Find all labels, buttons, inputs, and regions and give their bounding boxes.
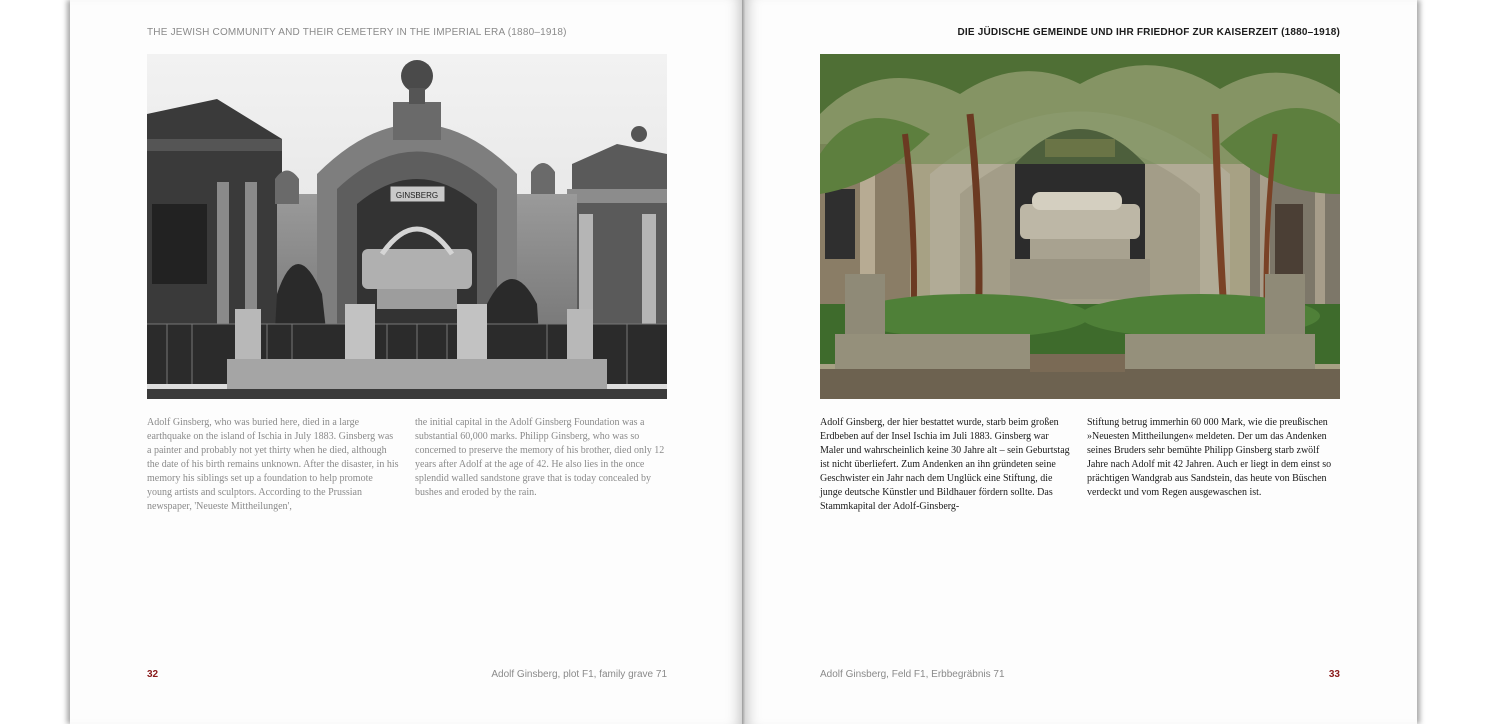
text-column-2: Stiftung betrug immerhin 60 000 Mark, wie die preußischen »Neuesten Mittheilungen« meldeten. Der um das Andenken seines Bruders sehr bemühte Philipp Ginsberg starb zwölf Jahre nach Adolf mit 42 Jahren. Auch er liegt in dem einst so prächtigen Wandgrab aus Sandstein, das heute von Büschen verdeckt und vom Regen ausgewaschen ist. — [1087, 417, 1332, 498]
page-number: 32 — [147, 669, 159, 680]
photo-caption: Adolf Ginsberg, plot F1, family grave 71 — [491, 669, 667, 680]
text-column-2: the initial capital in the Adolf Ginsberg Foundation was a substantial 60,000 marks. Philipp Ginsberg, who was so concerned to preserve the memory of his brother, died only 12 years after Adolf at the age of 42. He also lies in the once splendid walled sandstone grave that is today concealed by bushes and eroded by the rain. — [415, 417, 665, 498]
photo-sign-text: GINSBERG — [395, 191, 439, 200]
grave-photo-bw — [147, 54, 667, 399]
text-column-1: Adolf Ginsberg, der hier bestattet wurde, starb beim großen Erdbeben auf der Insel Ischia im Juli 1883. Ginsberg war Maler und wahrscheinlich keine 30 Jahre alt – sein Geburtstag ist nicht überliefert. Zum Andenken an ihn gründeten seine Geschwister ein Jahr nach dem Unglück eine Stiftung, die junge deutsche Künstler und Bildhauer fördern sollte. Das Stammkapital der Adolf-Ginsberg- — [820, 417, 1070, 512]
right-page — [745, 0, 1417, 724]
running-head-left: THE JEWISH COMMUNITY AND THEIR CEMETERY IN THE IMPERIAL ERA (1880–1918) — [147, 27, 567, 38]
running-head-right: DIE JÜDISCHE GEMEINDE UND IHR FRIEDHOF ZUR KAISERZEIT (1880–1918) — [957, 27, 1340, 38]
grave-photo-color — [820, 54, 1340, 399]
page-number: 33 — [1328, 669, 1340, 680]
photo-caption: Adolf Ginsberg, Feld F1, Erbbegräbnis 71 — [820, 669, 1005, 680]
text-column-1: Adolf Ginsberg, who was buried here, died in a large earthquake on the island of Ischia in July 1883. Ginsberg was a painter and probably not yet thirty when he died, although the date of his birth remains unknown. After the disaster, in his memory his siblings set up a foundation to help promote young artists and sculptors. According to the Prussian newspaper, 'Neueste Mittheilungen', — [147, 417, 399, 512]
left-page — [70, 0, 742, 724]
